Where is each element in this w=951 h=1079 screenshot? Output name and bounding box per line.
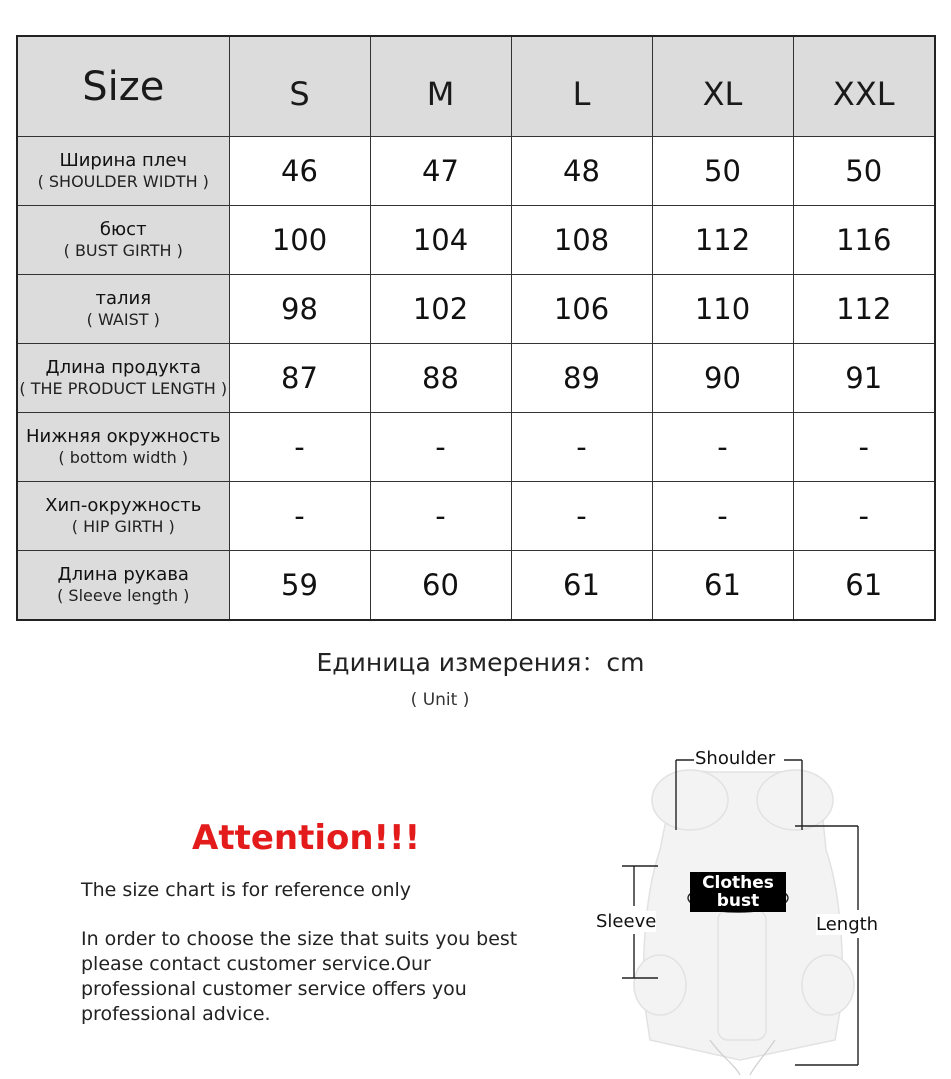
unit-sublabel: ( Unit ) bbox=[410, 690, 470, 710]
size-header-cell: Size bbox=[17, 36, 229, 137]
table-cell: - bbox=[511, 482, 652, 551]
table-cell: 108 bbox=[511, 206, 652, 275]
row-label-en: ( Sleeve length ) bbox=[57, 586, 190, 606]
table-cell: 60 bbox=[370, 551, 511, 621]
table-cell: - bbox=[370, 482, 511, 551]
shoulder-label: Shoulder bbox=[695, 748, 776, 769]
row-label-ru: бюст bbox=[99, 218, 147, 240]
table-cell: 102 bbox=[370, 275, 511, 344]
table-cell: 50 bbox=[652, 137, 793, 206]
table-cell: - bbox=[652, 413, 793, 482]
row-label bbox=[17, 137, 229, 206]
table-header-row bbox=[17, 36, 935, 137]
table-cell: 46 bbox=[229, 137, 370, 206]
table-cell: 61 bbox=[511, 551, 652, 621]
table-cell: - bbox=[511, 413, 652, 482]
table-row bbox=[17, 482, 935, 551]
reference-note: The size chart is for reference only bbox=[81, 879, 412, 901]
table-row bbox=[17, 206, 935, 275]
coat-measurement-diagram bbox=[590, 740, 900, 1079]
row-label-en: ( BUST GIRTH ) bbox=[63, 241, 183, 261]
size-column-m: M bbox=[370, 36, 511, 137]
table-cell: 50 bbox=[793, 137, 935, 206]
table-cell: - bbox=[370, 413, 511, 482]
table-cell: 116 bbox=[793, 206, 935, 275]
row-label-ru: талия bbox=[95, 287, 152, 309]
bust-badge-line2: bust bbox=[716, 891, 760, 911]
row-label-ru: Ширина плеч bbox=[59, 149, 188, 171]
table-cell: 87 bbox=[229, 344, 370, 413]
size-column-xl: XL bbox=[652, 36, 793, 137]
table-cell: - bbox=[793, 482, 935, 551]
row-label-en: ( bottom width ) bbox=[58, 448, 189, 468]
table-cell: 48 bbox=[511, 137, 652, 206]
bust-badge-line1: Clothes bbox=[702, 873, 774, 893]
size-column-xxl: XXL bbox=[793, 36, 935, 137]
table-cell: 106 bbox=[511, 275, 652, 344]
table-row bbox=[17, 344, 935, 413]
attention-heading: Attention!!! bbox=[192, 818, 421, 858]
table-cell: 59 bbox=[229, 551, 370, 621]
row-label-en: ( HIP GIRTH ) bbox=[71, 517, 175, 537]
table-cell: 91 bbox=[793, 344, 935, 413]
sleeve-label: Sleeve bbox=[596, 911, 657, 932]
size-column-l: L bbox=[511, 36, 652, 137]
table-row bbox=[17, 137, 935, 206]
row-label bbox=[17, 275, 229, 344]
row-label-ru: Длина рукава bbox=[57, 563, 189, 585]
table-cell: 90 bbox=[652, 344, 793, 413]
table-cell: - bbox=[229, 482, 370, 551]
table-cell: - bbox=[229, 413, 370, 482]
row-label bbox=[17, 482, 229, 551]
table-cell: 61 bbox=[652, 551, 793, 621]
row-label-en: ( SHOULDER WIDTH ) bbox=[37, 172, 209, 192]
table-row bbox=[17, 275, 935, 344]
row-label-en: ( WAIST ) bbox=[86, 310, 160, 330]
row-label bbox=[17, 551, 229, 621]
table-cell: 112 bbox=[793, 275, 935, 344]
table-cell: 110 bbox=[652, 275, 793, 344]
row-label bbox=[17, 206, 229, 275]
table-cell: 88 bbox=[370, 344, 511, 413]
table-cell: - bbox=[793, 413, 935, 482]
table-cell: 112 bbox=[652, 206, 793, 275]
row-label-ru: Нижняя окружность bbox=[25, 425, 221, 447]
table-cell: 89 bbox=[511, 344, 652, 413]
row-label-ru: Длина продукта bbox=[45, 356, 201, 378]
table-row bbox=[17, 551, 935, 621]
table-row bbox=[17, 413, 935, 482]
table-cell: 104 bbox=[370, 206, 511, 275]
row-label-en: ( THE PRODUCT LENGTH ) bbox=[19, 379, 228, 399]
table-cell: - bbox=[652, 482, 793, 551]
unit-label: Единица измерения：cm bbox=[316, 648, 645, 677]
table-cell: 98 bbox=[229, 275, 370, 344]
table-cell: 61 bbox=[793, 551, 935, 621]
clothes-bust-badge bbox=[690, 872, 786, 912]
length-label: Length bbox=[816, 914, 879, 935]
row-label bbox=[17, 413, 229, 482]
table-cell: 47 bbox=[370, 137, 511, 206]
row-label-ru: Хип-окружность bbox=[45, 494, 202, 516]
size-column-s: S bbox=[229, 36, 370, 137]
size-chart-table bbox=[16, 35, 936, 621]
contact-note: In order to choose the size that suits you best please contact customer service.Our professional customer service offers you professional advice. bbox=[81, 928, 518, 1025]
table-cell: 100 bbox=[229, 206, 370, 275]
row-label bbox=[17, 344, 229, 413]
